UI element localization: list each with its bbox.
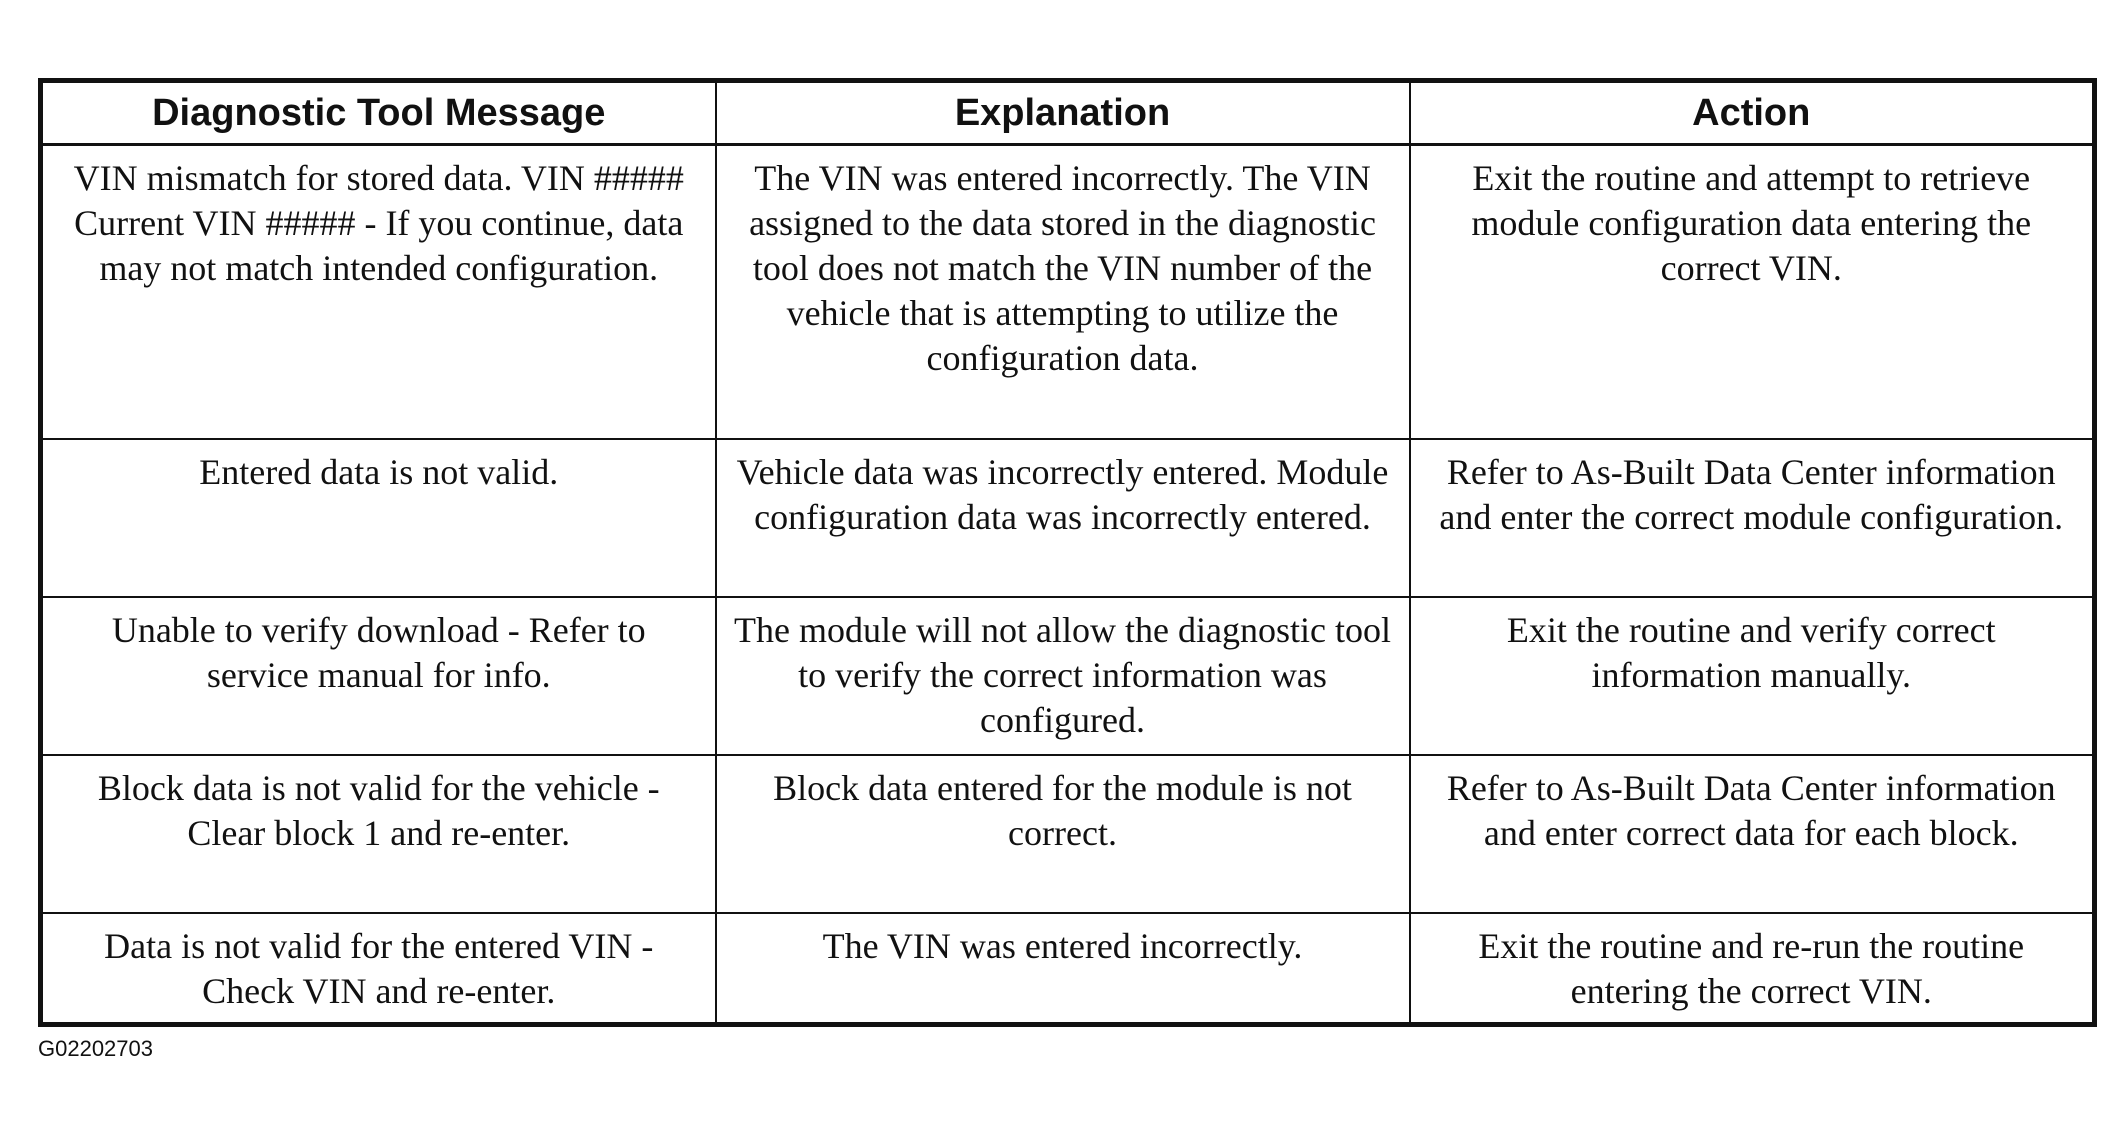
table-row xyxy=(41,597,2095,755)
message-cell: Data is not valid for the entered VIN - Check VIN and re-enter. xyxy=(41,913,716,1025)
action-cell: Refer to As-Built Data Center information and enter the correct module configuration. xyxy=(1410,439,2095,597)
action-cell: Refer to As-Built Data Center information and enter correct data for each block. xyxy=(1410,755,2095,913)
column-header-message: Diagnostic Tool Message xyxy=(41,81,716,145)
column-header-action: Action xyxy=(1410,81,2095,145)
action-cell: Exit the routine and re-run the routine entering the correct VIN. xyxy=(1410,913,2095,1025)
table-header-row xyxy=(41,81,2095,145)
message-cell: VIN mismatch for stored data. VIN ##### Current VIN ##### - If you continue, data may not match intended configuration. xyxy=(41,145,716,440)
table-row xyxy=(41,755,2095,913)
message-cell: Entered data is not valid. xyxy=(41,439,716,597)
message-cell: Unable to verify download - Refer to service manual for info. xyxy=(41,597,716,755)
column-header-explanation: Explanation xyxy=(716,81,1410,145)
explanation-cell: Vehicle data was incorrectly entered. Module configuration data was incorrectly entered. xyxy=(716,439,1410,597)
diagnostic-message-table xyxy=(38,78,2097,1027)
explanation-cell: The module will not allow the diagnostic tool to verify the correct information was configured. xyxy=(716,597,1410,755)
table-row xyxy=(41,145,2095,440)
explanation-cell: The VIN was entered incorrectly. The VIN assigned to the data stored in the diagnostic tool does not match the VIN number of the vehicle that is attempting to utilize the configuration data. xyxy=(716,145,1410,440)
figure-code: G02202703 xyxy=(38,1036,153,1061)
table-row xyxy=(41,913,2095,1025)
action-cell: Exit the routine and verify correct information manually. xyxy=(1410,597,2095,755)
explanation-cell: The VIN was entered incorrectly. xyxy=(716,913,1410,1025)
explanation-cell: Block data entered for the module is not correct. xyxy=(716,755,1410,913)
table-row xyxy=(41,439,2095,597)
action-cell: Exit the routine and attempt to retrieve module configuration data entering the correct VIN. xyxy=(1410,145,2095,440)
message-cell: Block data is not valid for the vehicle - Clear block 1 and re-enter. xyxy=(41,755,716,913)
